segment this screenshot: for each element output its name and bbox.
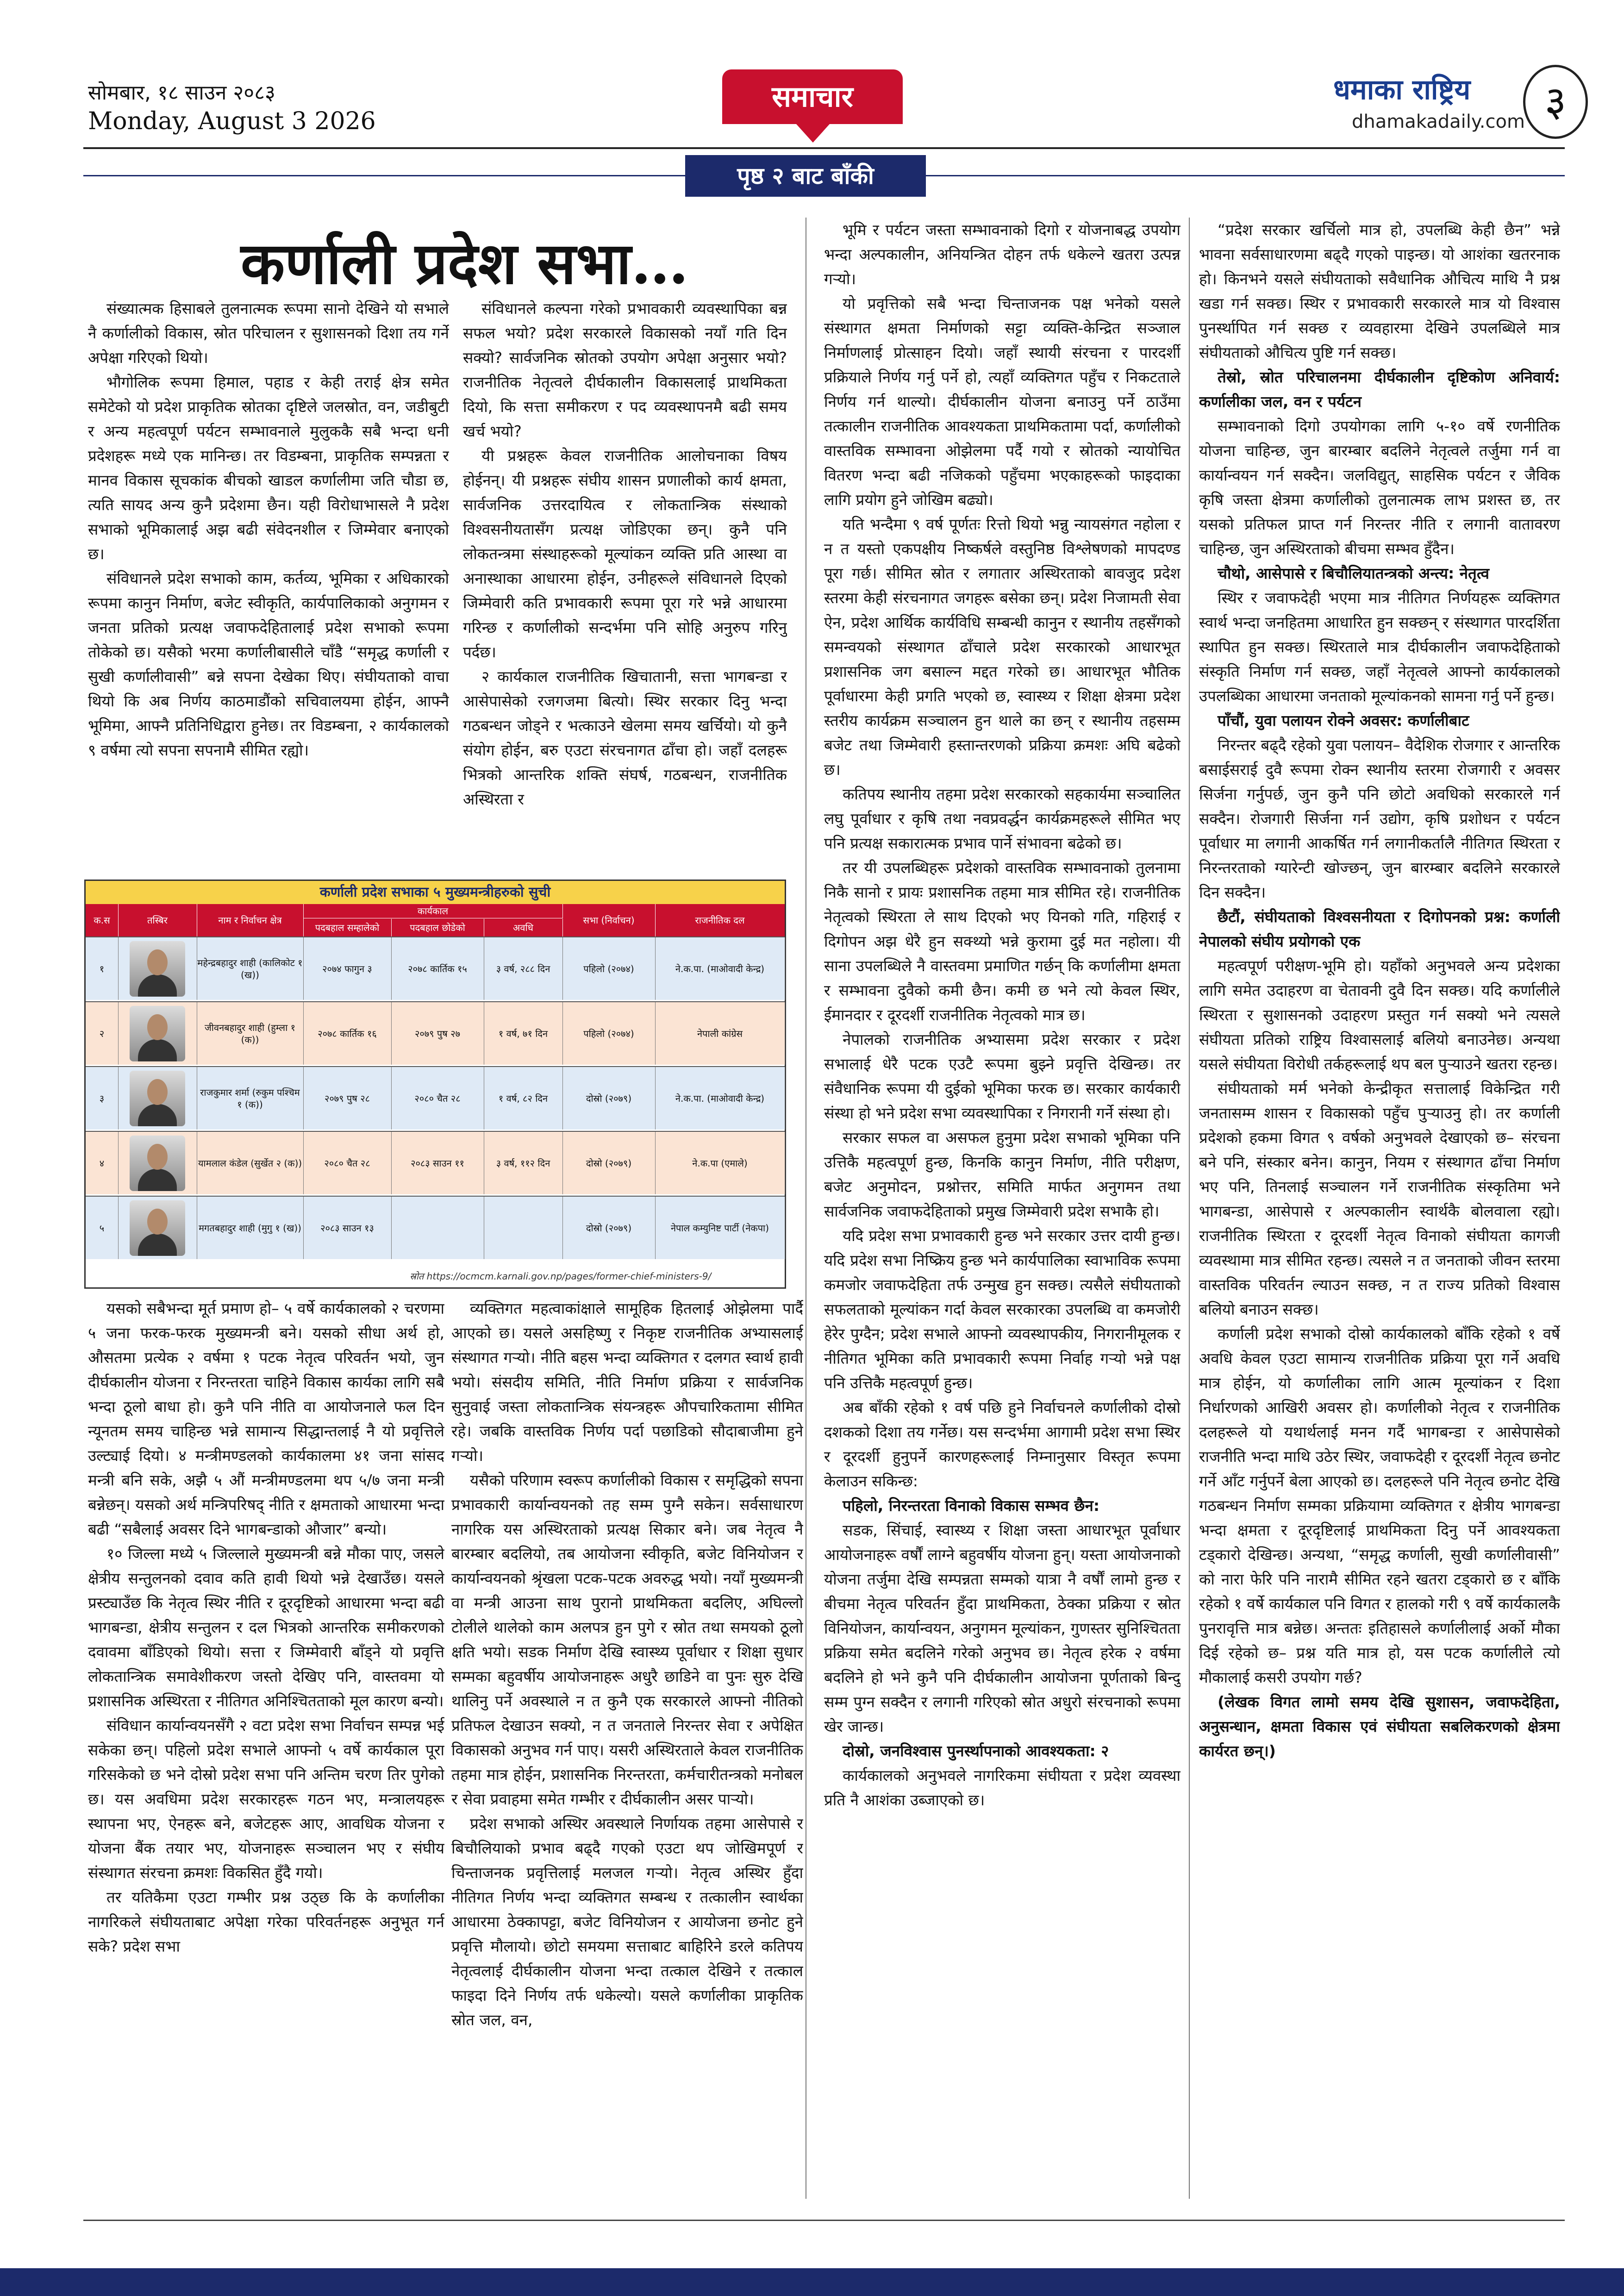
- header-end: पदबहाल छोडेको: [391, 919, 484, 936]
- table-row: [86, 1001, 785, 1065]
- paragraph: भौगोलिक रूपमा हिमाल, पहाड र केही तराई क्षेत्र समेत समेटेको यो प्रदेश प्राकृतिक स्रोतका दृष्टिले जलस्रोत, वन, जडीबुटी र अन्य महत्वपूर्ण पर्यटन सम्भावनाले मुलुककै सबै भन्दा धनी प्रदेशहरू मध्ये एक मानिन्छ। तर विडम्बना, प्राकृतिक सम्पन्नता र मानव विकास सूचकांक बीचको खाडल कर्णालीमा जति चौडा छ, त्यति सायद अन्य कुनै प्रदेशमा छैन। यही विरोधाभासले नै प्रदेश सभाको भूमिकालाई अझ बढी संवेदनशील र जिम्मेवार बनाएको छ।: [88, 373, 449, 563]
- cell-assembly: पहिलो (२०७४): [562, 937, 656, 1000]
- article-column-1: [88, 296, 449, 866]
- cell-sn: १: [86, 937, 119, 1000]
- headline: कर्णाली प्रदेश सभा…: [241, 230, 689, 297]
- cell-start: २०८० चैत २८: [303, 1132, 392, 1194]
- paragraph: अब बाँकी रहेको १ वर्ष पछि हुने निर्वाचनले कर्णालीको दोस्रो दशकको दिशा तय गर्नेछ। यस सन्दर्भमा आगामी प्रदेश सभा स्थिर र दूरदर्शी हुनुपर्ने कारणहरूलाई निम्नानुसार विस्तृत रूपमा केलाउन सकिन्छ:: [824, 1398, 1181, 1490]
- cell-end: २०८३ साउन ११: [391, 1132, 484, 1194]
- subheading: तेस्रो, स्रोत परिचालनमा दीर्घकालीन दृष्टिकोण अनिवार्य: कर्णालीका जल, वन र पर्यटन: [1199, 368, 1560, 411]
- footer-rule: [83, 2220, 1565, 2221]
- cell-start: २०७९ पुष २८: [303, 1067, 392, 1129]
- paragraph: सरकार सफल वा असफल हुनुमा प्रदेश सभाको भूमिका पनि उत्तिकै महत्वपूर्ण हुन्छ, किनकि कानुन निर्माण, नीति परीक्षण, बजेट अनुमोदन, प्रश्नोत्तर, समिति मार्फत अनुगमन तथा सार्वजनिक जवाफदेहिताको प्रमुख जिम्मेवारी प्रदेश सभाकै हो।: [824, 1129, 1181, 1220]
- cell-party: ने.क.पा. (माओवादी केन्द्र): [655, 937, 785, 1000]
- date-english: Monday, August 3 2026: [88, 107, 376, 135]
- paragraph: १० जिल्ला मध्ये ५ जिल्लाले मुख्यमन्त्री बन्ने मौका पाए, जसले क्षेत्रीय सन्तुलनको दवाव कति हावी थियो भन्ने देखाउँछ। यसले प्रस्ट्याउँछ कि नेतृत्व स्थिर नीति र दूरदृष्टिको आधारमा भन्दा बढी भागबन्डा, क्षेत्रीय सन्तुलन र दल भित्रको आन्तरिक समीकरणको दवावमा बाँडिएको थियो। सत्ता र जिम्मेवारी बाँड्ने यो प्रवृत्ति लोकतान्त्रिक समावेशीकरण जस्तो देखिए पनि, वास्तवमा यो प्रशासनिक अस्थिरता र नीतिगत अनिश्चितताको मूल कारण बन्यो।: [88, 1545, 444, 1710]
- header-name: नाम र निर्वाचन क्षेत्र: [197, 904, 304, 936]
- subheading: पाँचौं, युवा पलायन रोक्ने अवसर: कर्णालीबाट: [1218, 711, 1469, 730]
- cell-duration: ३ वर्ष, २८८ दिन: [484, 937, 563, 1000]
- cell-party: नेपाली कांग्रेस: [655, 1002, 785, 1065]
- cell-end: [391, 1197, 484, 1259]
- portrait-image: [130, 1071, 185, 1126]
- header-assembly: सभा (निर्वाचन): [562, 904, 656, 936]
- table-row: [86, 936, 785, 1000]
- column-divider: [1189, 218, 1190, 2199]
- paragraph: संघीयताको मर्म भनेको केन्द्रीकृत सत्तालाई विकेन्द्रित गरी जनतासम्म शासन र विकासको पहुँच पुऱ्याउनु हो। तर कर्णाली प्रदेशको हकमा विगत ९ वर्षको अनुभवले देखाएको छ– संरचना बने पनि, संस्कार बनेन। कानुन, नियम र संस्थागत ढाँचा निर्माण भए पनि, तिनलाई सञ्चालन गर्ने राजनीतिक संस्कृतिमा भने भागबन्डा, आसेपासे र अल्पकालीन स्वार्थकै बोलवाला रह्यो। राजनीतिक स्थिरता र दूरदर्शी नेतृत्व विनाको संघीयता कागजी व्यवस्थामा मात्र सीमित रहन्छ। त्यसले न त जनताको जीवन स्तरमा वास्तविक परिवर्तन ल्याउन सक्छ, न त राज्य प्रतिको विश्वास बलियो बनाउन सक्छ।: [1199, 1079, 1560, 1318]
- paragraph: यति भन्दैमा ९ वर्ष पूर्णतः रित्तो थियो भन्नु न्यायसंगत नहोला र न त यस्तो एकपक्षीय निष्कर्षले वस्तुनिष्ठ विश्लेषणको मापदण्ड पूरा गर्छ। सीमित स्रोत र लगातार अस्थिरताको बावजुद प्रदेश स्तरमा केही संरचनागत जगहरू बसेका छन्। प्रदेश निजामती सेवा ऐन, प्रदेश आर्थिक कार्यविधि सम्बन्धी कानुन र स्थानीय तहसँगको समन्वयको संस्थागत ढाँचाले प्रदेश सरकारको आधारभूत प्रशासनिक जग बसाल्न मद्दत गरेको छ। आधारभूत भौतिक पूर्वाधारमा केही प्रगति भएको छ, स्वास्थ्य र शिक्षा क्षेत्रमा प्रदेश स्तरीय कार्यक्रम सञ्चालन हुन थाले का छन् र स्थानीय तहसम्म बजेट तथा जिम्मेवारी हस्तान्तरणको प्रक्रिया क्रमशः अघि बढेको छ।: [824, 515, 1181, 779]
- header-rule: [83, 147, 1565, 149]
- header-start: पदबहाल सम्हालेको: [303, 919, 392, 936]
- paragraph: निरन्तर बढ्दै रहेको युवा पलायन– वैदेशिक रोजगार र आन्तरिक बसाईसराई दुवै रूपमा रोक्न स्थानीय स्तरमा रोजगारी र अवसर सिर्जना गर्नुपर्छ, जुन कुनै पनि छोटो अवधिको सरकारले गर्न सक्दैन। रोजगारी सिर्जना गर्न उद्योग, कृषि प्रशोधन र पर्यटन पूर्वाधार मा लगानी आकर्षित गर्न लगानीकर्तालै नीतिगत स्थिरता र निरन्तरताको ग्यारेन्टी खोज्छन्, जुन बारम्बार बदलिने सरकारले दिन सक्दैन।: [1199, 736, 1560, 901]
- portrait-photo: [118, 1132, 197, 1194]
- cell-party: नेपाल कम्युनिष्ट पार्टी (नेकपा): [655, 1197, 785, 1259]
- portrait-image: [130, 1006, 185, 1061]
- date-nepali: सोमबार, १८ साउन २०८३: [88, 81, 275, 105]
- article-column-6: [451, 1296, 803, 2199]
- cell-assembly: दोस्रो (२०७९): [562, 1197, 656, 1259]
- subheading: छैटौं, संघीयताको विश्वसनीयता र दिगोपनको प्रश्न: कर्णाली नेपालको संघीय प्रयोगको एक: [1199, 908, 1560, 950]
- cell-assembly: दोस्रो (२०७९): [562, 1132, 656, 1194]
- brand-logo: धमाका राष्ट्रिय: [1333, 74, 1471, 106]
- cell-start: २०७८ कार्तिक १६: [303, 1002, 392, 1065]
- header-photo: तस्बिर: [118, 904, 197, 936]
- portrait-photo: [118, 1067, 197, 1129]
- cell-name: मगतबहादुर शाही (मुगु १ (ख)): [197, 1197, 304, 1259]
- continued-label: पृष्ठ २ बाट बाँकी: [685, 155, 926, 197]
- cell-duration: १ वर्ष, ८२ दिन: [484, 1067, 563, 1129]
- portrait-image: [130, 1200, 185, 1256]
- header-duration: अवधि: [484, 919, 563, 936]
- paragraph: यसैको परिणाम स्वरूप कर्णालीको विकास र समृद्धिको सपना प्रभावकारी कार्यान्वयनको तह सम्म पुग्नै सकेन। सर्वसाधारण नागरिक यस अस्थिरताको प्रत्यक्ष सिकार बने। जब नेतृत्व नै बारम्बार बदलियो, तब आयोजना स्वीकृति, बजेट विनियोजन र कार्यान्वयनको श्रृंखला पटक-पटक अवरुद्ध भयो। नयाँ मुख्यमन्त्री वा मन्त्री आउना साथ पुरानो प्राथमिकता बदलिए, अघिल्लो टोलीले थालेको काम अलपत्र हुन पुगे र स्रोत तथा समयको ठूलो क्षति भयो। सडक निर्माण देखि स्वास्थ्य पूर्वाधार र शिक्षा सुधार सम्मका बहुवर्षीय आयोजनाहरू अधुरै छाडिने वा पुनः सुरु देखि थालिनु पर्ने अवस्थाले न त कुनै एक सरकारले आफ्नो नीतिको प्रतिफल देखाउन सक्यो, न त जनताले निरन्तर सेवा र अपेक्षित विकासको अनुभव गर्न पाए। यसरी अस्थिरताले केवल राजनीतिक तहमा मात्र होईन, प्रशासनिक निरन्तरता, कर्मचारीतन्त्रको मनोबल र सेवा प्रवाहमा समेत गम्भीर र दीर्घकालीन असर पार्‍यो।: [451, 1471, 803, 1808]
- article-column-2: [463, 296, 787, 866]
- paragraph: कतिपय स्थानीय तहमा प्रदेश सरकारको सहकार्यमा सञ्चालित लघु पूर्वाधार र कृषि तथा नवप्रवर्द्धन कार्यक्रमहरूले सीमित भए पनि प्रत्यक्ष सकारात्मक प्रभाव पार्ने संभावना बढेको छ।: [824, 785, 1181, 852]
- paragraph: तर यी उपलब्धिहरू प्रदेशको वास्तविक सम्भावनाको तुलनामा निकै सानो र प्रायः प्रशासनिक तहमा मात्र सीमित रहे। राजनीतिक नेतृत्वको स्थिरता ले साथ दिएको भए यिनको गति, गहिराई र दिगोपन अझ धेरै हुन सक्थ्यो भन्ने कुरामा दुई मत नहोला। यी साना उपलब्धिले नै वास्तवमा प्रमाणित गर्छन् कि कर्णालीमा क्षमता र सम्भावना दुवैको कमी छैन। कमी छ भने त्यो केवल स्थिर, ईमानदार र दूरदर्शी राजनीतिक नेतृत्वको मात्र छ।: [824, 859, 1181, 1024]
- paragraph: यो प्रवृत्तिको सबै भन्दा चिन्ताजनक पक्ष भनेको यसले संस्थागत क्षमता निर्माणको सट्टा व्यक्ति-केन्द्रित सञ्जाल निर्माणलाई प्रोत्साहन दियो। जहाँ स्थायी संरचना र पारदर्शी प्रक्रियाले निर्णय गर्नु पर्ने हो, त्यहाँ व्यक्तिगत पहुँच र निकटताले निर्णय गर्न थाल्यो। दीर्घकालीन योजना बनाउनु पर्ने ठाउँमा तत्कालीन राजनीतिक आवश्यकता प्राथमिकतामा पर्दा, कर्णालीको वास्तविक सम्भावना ओझेलमा पर्दै गयो र स्रोतको न्यायोचित वितरण भन्दा बढी नजिकको पहुँचमा भएकाहरूको फाइदाका लागि प्रयोग हुने जोखिम बढ्यो।: [824, 294, 1181, 509]
- portrait-photo: [118, 1002, 197, 1065]
- cell-duration: १ वर्ष, ७१ दिन: [484, 1002, 563, 1065]
- cell-start: २०७४ फागुन ३: [303, 937, 392, 1000]
- paragraph: “प्रदेश सरकार खर्चिलो मात्र हो, उपलब्धि केही छैन” भन्ने भावना सर्वसाधारणमा बढ्दै गएको पाइन्छ। यो आशंका खतरनाक हो। किनभने यसले संघीयताको सवैधानिक औचित्य माथि नै प्रश्न खडा गर्न सक्छ। स्थिर र प्रभावकारी सरकारले मात्र यो विश्वास पुनर्स्थापित गर्न सक्छ र व्यवहारमा देखिने उपलब्धिले मात्र संघीयताको औचित्य पुष्टि गर्न सक्छ।: [1199, 221, 1560, 362]
- footer-bar: [0, 2268, 1624, 2296]
- paragraph: स्थिर र जवाफदेही भएमा मात्र नीतिगत निर्णयहरू व्यक्तिगत स्वार्थ भन्दा जनहितमा आधारित हुन सक्छन् र संस्थागत पारदर्शिता स्थापित हुन सक्छ। स्थिरताले मात्र दीर्घकालीन जवाफदेहिताको संस्कृति निर्माण गर्न सक्छ, जहाँ नेतृत्वले आफ्नो कार्यकालको उपलब्धिका आधारमा जनताको मूल्यांकनको सामना गर्नु पर्ने हुन्छ।: [1199, 589, 1560, 705]
- paragraph: संविधानले कल्पना गरेको प्रभावकारी व्यवस्थापिका बन्न सफल भयो? प्रदेश सरकारले विकासको नयाँ गति दिन सक्यो? सार्वजनिक स्रोतको उपयोग अपेक्षा अनुसार भयो? राजनीतिक नेतृत्वले दीर्घकालीन विकासलाई प्राथमिकता दियो, कि सत्ता समीकरण र पद व्यवस्थापनमै बढी समय खर्च भयो?: [463, 299, 787, 440]
- table-source: स्रोत https://ocmcm.karnali.gov.np/pages/former-chief-ministers-9/: [410, 1271, 712, 1282]
- article-column-5: [88, 1296, 444, 2199]
- paragraph: संविधानले प्रदेश सभाको काम, कर्तव्य, भूमिका र अधिकारको रूपमा कानुन निर्माण, बजेट स्वीकृति, कार्यपालिकाको अनुगमन र जनता प्रतिको प्रत्यक्ष जवाफदेहितालाई प्रदेश सभाको रूपमा तोकेको छ। यसैको भरमा कर्णालीबासीले चाँडै “समृद्ध कर्णाली र सुखी कर्णालीवासी” बन्ने सपना देखेका थिए। संघीयताको वाचा थियो कि अब निर्णय काठमाडौंको सचिवालयमा होईन, आफ्नै भूमिमा, आफ्नै प्रतिनिधिद्वारा हुनेछ। तर विडम्बना, २ कार्यकालको ९ वर्षमा त्यो सपना सपनामै सीमित रह्यो।: [88, 569, 449, 759]
- cell-name: यामलाल कंडेल (सुर्खेत २ (क)): [197, 1132, 304, 1194]
- cell-name: महेन्द्रबहादुर शाही (कालिकोट १ (ख)): [197, 937, 304, 1000]
- cell-assembly: दोस्रो (२०७९): [562, 1067, 656, 1129]
- cell-party: ने.क.पा (एमाले): [655, 1132, 785, 1194]
- header-sn: क.स: [86, 904, 119, 936]
- portrait-photo: [118, 1197, 197, 1259]
- paragraph: यदि प्रदेश सभा प्रभावकारी हुन्छ भने सरकार उत्तर दायी हुन्छ। यदि प्रदेश सभा निष्क्रिय हुन्छ भने कार्यपालिका स्वाभाविक रूपमा कमजोर जवाफदेहिता तर्फ उन्मुख हुन सक्छ। त्यसैले संघीयताको सफलताको मूल्यांकन गर्दा केवल सरकारका उपलब्धि वा कमजोरी हेरेर पुग्दैन; प्रदेश सभाले आफ्नो व्यवस्थापकीय, निगरानीमूलक र नीतिगत भूमिका कति प्रभावकारी रूपमा निर्वाह गर्‍यो भन्ने पक्ष पनि उत्तिकै महत्वपूर्ण हुन्छ।: [824, 1227, 1181, 1392]
- cell-name: जीवनबहादुर शाही (हुम्ला १ (क)): [197, 1002, 304, 1065]
- subheading: (लेखक विगत लामो समय देखि सुशासन, जवाफदेहिता, अनुसन्धान, क्षमता विकास एवं संघीयता सबलिकरणको क्षेत्रमा कार्यरत छन्।): [1199, 1693, 1560, 1760]
- cell-duration: ३ वर्ष, ११२ दिन: [484, 1132, 563, 1194]
- table-row: [86, 1196, 785, 1259]
- paragraph: यी प्रश्नहरू केवल राजनीतिक आलोचनाका विषय होईनन्। यी प्रश्नहरू संघीय शासन प्रणालीको कार्य क्षमता, सार्वजनिक उत्तरदायित्व र लोकतान्त्रिक संस्थाको विश्वसनीयतासँग प्रत्यक्ष जोडिएका छन्। कुनै पनि लोकतन्त्रमा संस्थाहरूको मूल्यांकन व्यक्ति प्रति आस्था वा अनास्थाका आधारमा होईन, उनीहरूले संविधानले दिएको जिम्मेवारी कति प्रभावकारी रूपमा पूरा गरे भन्ने आधारमा गरिन्छ र कर्णालीको सन्दर्भमा पनि सोहि अनुरुप गरिनु पर्दछ।: [463, 447, 787, 661]
- paragraph: तर यतिकैमा एउटा गम्भीर प्रश्न उठ्छ कि के कर्णालीका नागरिकले संघीयताबाट अपेक्षा गरेका परिवर्तनहरू अनुभूत गर्न सके? प्रदेश सभा: [88, 1888, 444, 1955]
- paragraph: कार्यकालको अनुभवले नागरिकमा संघीयता र प्रदेश व्यवस्था प्रति नै आशंका उब्जाएको छ।: [824, 1766, 1181, 1809]
- subheading: दोस्रो, जनविश्वास पुनर्स्थापनाको आवश्यकता: २: [843, 1742, 1109, 1760]
- portrait-image: [130, 1136, 185, 1191]
- cell-name: राजकुमार शर्मा (रुकुम पश्चिम १ (क)): [197, 1067, 304, 1129]
- article-column-3: [824, 218, 1181, 2199]
- paragraph: प्रदेश सभाको अस्थिर अवस्थाले निर्णायक तहमा आसेपासे र बिचौलियाको प्रभाव बढ्दै गएको एउटा थप जोखिमपूर्ण र चिन्ताजनक प्रवृत्तिलाई मलजल गर्‍यो। नेतृत्व अस्थिर हुँदा नीतिगत निर्णय भन्दा व्यक्तिगत सम्बन्ध र तत्कालीन स्वार्थका आधारमा ठेक्कापट्टा, बजेट विनियोजन र आयोजना छनोट हुने प्रवृत्ति मौलायो। छोटो समयमा सत्ताबाट बाहिरिने डरले कतिपय नेतृत्वलाई दीर्घकालीन योजना भन्दा तत्काल देखिने र तत्काल फाइदा दिने निर्णय तर्फ धकेल्यो। यसले कर्णालीका प्राकृतिक स्रोत जल, वन,: [451, 1815, 803, 2029]
- subheading: चौथो, आसेपासे र बिचौलियातन्त्रको अन्त्य: नेतृत्व: [1218, 564, 1489, 582]
- cell-sn: ५: [86, 1197, 119, 1259]
- cell-duration: [484, 1197, 563, 1259]
- paragraph: सडक, सिंचाई, स्वास्थ्य र शिक्षा जस्ता आधारभूत पूर्वाधार आयोजनाहरू वर्षौं लाग्ने बहुवर्षीय योजना हुन्। यस्ता आयोजनाको योजना तर्जुमा देखि सम्पन्नता सम्मको यात्रा नै वर्षौं लामो हुन्छ र बीचमा नेतृत्व परिवर्तन हुँदा प्राथमिकता, ठेक्का प्रक्रिया र स्रोत विनियोजन, कार्यान्वयन, अनुगमन मूल्यांकन, गुणस्तर सुनिश्चितता प्रक्रिया समेत बदलिने गरेको अनुभव छ। नेतृत्व हरेक २ वर्षमा बदलिने हो भने कुनै पनि दीर्घकालीन आयोजना पूर्णताको बिन्दु सम्म पुग्न सक्दैन र लगानी गरिएको स्रोत अधुरो संरचनाको रूपमा खेर जान्छ।: [824, 1521, 1181, 1735]
- paragraph: नेपालको राजनीतिक अभ्यासमा प्रदेश सरकार र प्रदेश सभालाई धेरै पटक एउटै रूपमा बुझ्ने प्रवृत्ति देखिन्छ। तर संवैधानिक रूपमा यी दुईको भूमिका फरक छ। सरकार कार्यकारी संस्था हो भने प्रदेश सभा व्यवस्थापिका र निगरानी गर्ने संस्था हो।: [824, 1030, 1181, 1122]
- paragraph: संख्यात्मक हिसाबले तुलनात्मक रूपमा सानो देखिने यो सभाले नै कर्णालीको विकास, स्रोत परिचालन र सुशासनको दिशा तय गर्ने अपेक्षा गरिएको थियो।: [88, 299, 449, 367]
- header-tenure: कार्यकाल: [303, 904, 563, 918]
- article-column-4: [1199, 218, 1560, 2199]
- cell-assembly: पहिलो (२०७४): [562, 1002, 656, 1065]
- cell-sn: २: [86, 1002, 119, 1065]
- paragraph: सम्भावनाको दिगो उपयोगका लागि ५-१० वर्षे रणनीतिक योजना चाहिन्छ, जुन बारम्बार बदलिने नेतृत्वले तर्जुमा गर्न वा कार्यान्वयन गर्न सक्दैन। जलविद्युत्, साहसिक पर्यटन र जैविक कृषि जस्ता क्षेत्रमा कर्णालीको तुलनात्मक लाभ प्रशस्त छ, तर यसको प्रतिफल प्राप्त गर्न निरन्तर नीति र लगानी वातावरण चाहिन्छ, जुन अस्थिरताको बीचमा सम्भव हुँदैन।: [1199, 417, 1560, 558]
- page-number: ३: [1523, 65, 1588, 139]
- table-header: [86, 904, 785, 936]
- cell-start: २०८३ साउन १३: [303, 1197, 392, 1259]
- paragraph: कर्णाली प्रदेश सभाको दोस्रो कार्यकालको बाँकि रहेको १ वर्षे अवधि केवल एउटा सामान्य राजनीतिक प्रक्रिया पूरा गर्ने अवधि मात्र होईन, यो कर्णालीका लागि आत्म मूल्यांकन र दिशा निर्धारणको आखिरी अवसर हो। कर्णालीको नेतृत्व र राजनीतिक दलहरूले यो यथार्थलाई मनन गर्दै भागबन्डा र आसेपासेको राजनीति भन्दा माथि उठेर स्थिर, जवाफदेही र दूरदर्शी नेतृत्व छनोट गर्ने आँट गर्नुपर्ने बेला आएको छ। दलहरूले पनि नेतृत्व छनोट देखि गठबन्धन निर्माण सम्मका प्रक्रियामा व्यक्तिगत र क्षेत्रीय भागबन्डा भन्दा क्षमता र दूरदृष्टिलाई प्राथमिकता दिनु पर्ने आवश्यकता टड्कारो देखिन्छ। अन्यथा, “समृद्ध कर्णाली, सुखी कर्णालीवासी” को नारा फेरि पनि नारामै सीमित रहने खतरा टड्कारो छ र बाँकि रहेको १ वर्षे कार्यकाल पनि विगत र हालको गरी ९ वर्षे कार्यकालकै पुनरावृत्ति मात्र बन्नेछ। अन्ततः इतिहासले कर्णालीलाई अर्को मौका दिई रहेको छ– प्रश्न यति मात्र हो, यस पटक कर्णालीले त्यो मौकालाई कसरी उपयोग गर्छ?: [1199, 1325, 1560, 1686]
- paragraph: व्यक्तिगत महत्वाकांक्षाले सामूहिक हितलाई ओझेलमा पार्दै आएको छ। यसले असहिष्णु र निकृष्ट राजनीतिक अभ्यासलाई संस्थागत गर्‍यो। नीति बहस भन्दा व्यक्तिगत र दलगत स्वार्थ हावी भयो। संसदीय समिति, नीति निर्माण प्रक्रिया र सार्वजनिक सुनुवाई जस्ता लोकतान्त्रिक संयन्त्रहरू औपचारिकतामा सीमित रहे। जबकि वास्तविक निर्णय पर्दा पछाडिको सौदाबाजीमा हुने गर्‍यो।: [451, 1299, 803, 1465]
- paragraph: महत्वपूर्ण परीक्षण-भूमि हो। यहाँको अनुभवले अन्य प्रदेशका लागि समेत उदाहरण वा चेतावनी दुवै दिन सक्छ। यदि कर्णालीले स्थिरता र सुशासनको उदाहरण प्रस्तुत गर्न सक्यो भने त्यसले संघीयता प्रतिको राष्ट्रिय विश्वासलाई बलियो बनाउनेछ। अन्यथा यसले संघीयता विरोधी तर्कहरूलाई थप बल पुऱ्याउने खतरा रहन्छ।: [1199, 957, 1560, 1073]
- cell-party: ने.क.पा. (माओवादी केन्द्र): [655, 1067, 785, 1129]
- cell-end: २०७८ कार्तिक १५: [391, 937, 484, 1000]
- brand-url[interactable]: dhamakadaily.com: [1352, 111, 1525, 132]
- header-party: राजनीतिक दल: [695, 915, 745, 926]
- section-notch: [796, 124, 830, 143]
- cell-end: २०८० चैत २८: [391, 1067, 484, 1129]
- chief-ministers-table: [84, 880, 786, 1289]
- paragraph: २ कार्यकाल राजनीतिक खिचातानी, सत्ता भागबन्डा र आसेपासेको रजगजमा बित्यो। स्थिर सरकार दिनु भन्दा गठबन्धन जोड्ने र भत्काउने खेलमा समय खर्चियो। यो कुनै संयोग होईन, बरु एउटा संरचनागत ढाँचा हो। जहाँ दलहरू भित्रको आन्तरिक शक्ति संघर्ष, गठबन्धन, राजनीतिक अस्थिरता र: [463, 668, 787, 808]
- paragraph: भूमि र पर्यटन जस्ता सम्भावनाको दिगो र योजनाबद्ध उपयोग भन्दा अल्पकालीन, अनियन्त्रित दोहन तर्फ धकेल्ने खतरा उत्पन्न गर्‍यो।: [824, 221, 1181, 288]
- portrait-photo: [118, 937, 197, 1000]
- table-title: कर्णाली प्रदेश सभाका ५ मुख्यमन्त्रीहरुको सुची: [86, 881, 785, 904]
- table-row: [86, 1066, 785, 1129]
- cell-end: २०७९ पुष २७: [391, 1002, 484, 1065]
- section-label: समाचार: [722, 69, 903, 124]
- paragraph: यसको सबैभन्दा मूर्त प्रमाण हो– ५ वर्षे कार्यकालको २ चरणमा ५ जना फरक-फरक मुख्यमन्त्री बने। यसको सीधा अर्थ हो, औसतमा प्रत्येक २ वर्षमा १ पटक नेतृत्व परिवर्तन भयो, जुन दीर्घकालीन योजना र निरन्तरता चाहिने विकास कार्यका लागि सबै भन्दा ठूलो बाधा हो। कुनै पनि नीति वा आयोजनाले फल दिन न्यूनतम समय चाहिन्छ भन्ने सामान्य सिद्धान्तलाई नै यो प्रवृत्तिले उल्ट्याई दियो। ४ मन्त्रीमण्डलको कार्यकालमा ४१ जना सांसद मन्त्री बनि सके, अझै ५ औं मन्त्रीमण्डलमा थप ५/७ जना मन्त्री बन्नेछन्। यसको अर्थ मन्त्रिपरिषद् नीति र क्षमताको आधारमा भन्दा बढी “सबैलाई अवसर दिने भागबन्डाको औजार” बन्यो।: [88, 1299, 444, 1538]
- subheading: पहिलो, निरन्तरता विनाको विकास सम्भव छैन:: [843, 1497, 1100, 1515]
- cell-sn: ४: [86, 1132, 119, 1194]
- table-row: [86, 1131, 785, 1194]
- paragraph: संविधान कार्यान्वयनसँगै २ वटा प्रदेश सभा निर्वाचन सम्पन्न भई सकेका छन्। पहिलो प्रदेश सभाले आफ्नो ५ वर्षे कार्यकाल पूरा गरिसकेको छ भने दोस्रो प्रदेश सभा पनि अन्तिम चरण तिर पुगेको छ। यस अवधिमा प्रदेश सरकारहरू गठन भए, मन्त्रालयहरू स्थापना भए, ऐनहरू बने, बजेटहरू आए, आवधिक योजना र योजना बैंक तयार भए, योजनाहरू सञ्चालन भए र संघीय संस्थागत संरचना क्रमशः विकसित हुँदै गयो।: [88, 1716, 444, 1882]
- portrait-image: [130, 941, 185, 997]
- cell-sn: ३: [86, 1067, 119, 1129]
